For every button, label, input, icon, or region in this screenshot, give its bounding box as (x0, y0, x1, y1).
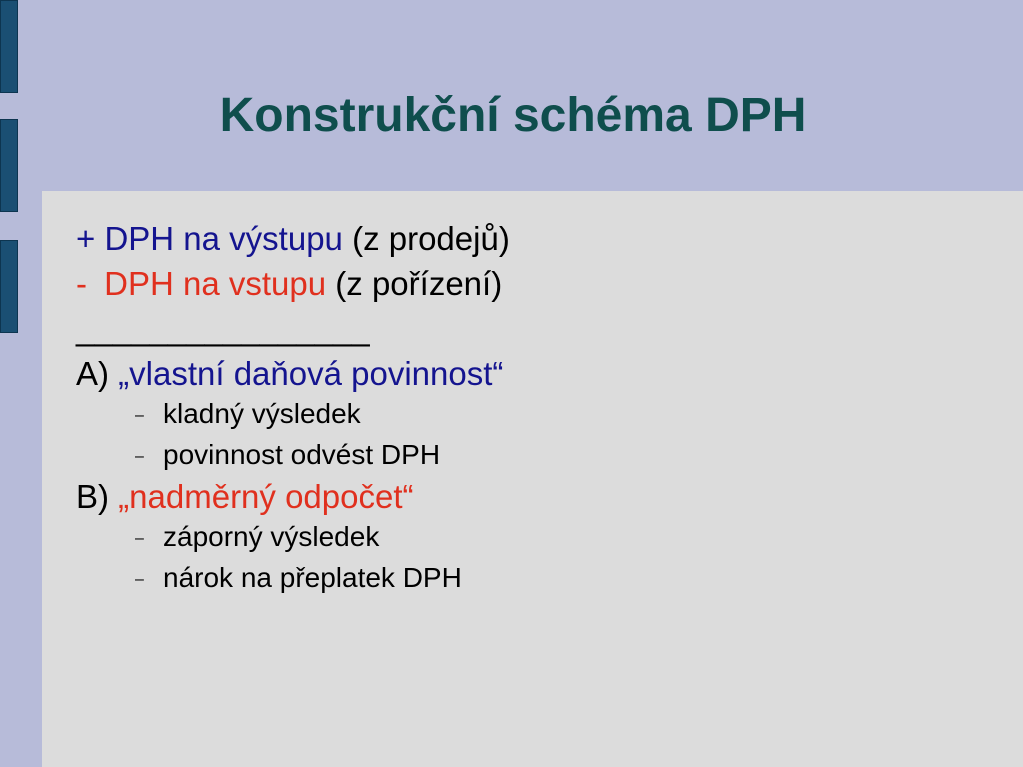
option-a-prefix: A) (76, 355, 109, 392)
sub-item-marker: – (135, 530, 144, 547)
side-bar-decoration (0, 0, 18, 93)
output-vat-term: DPH na výstupu (104, 220, 343, 257)
option-a-line (76, 355, 503, 393)
minus-sign: - (76, 265, 87, 302)
option-a-term: „vlastní daňová povinnost“ (118, 355, 504, 392)
output-vat-line (76, 220, 510, 258)
option-b-prefix: B) (76, 478, 109, 515)
plus-sign: + (76, 220, 96, 257)
sub-item-marker: – (135, 407, 144, 424)
sub-item-marker: – (135, 448, 144, 465)
slide-title: Konstrukční schéma DPH (219, 89, 807, 142)
sub-item-marker: – (135, 571, 144, 588)
input-vat-note: (z pořízení) (335, 265, 503, 302)
separator-line: ________________ (76, 310, 370, 347)
side-bar-decoration (0, 240, 18, 333)
output-vat-note: (z prodejů) (352, 220, 510, 257)
option-a-sub2: povinnost odvést DPH (163, 439, 441, 470)
option-b-sub2: nárok na přeplatek DPH (163, 562, 462, 593)
input-vat-line (76, 265, 502, 303)
input-vat-term: DPH na vstupu (104, 265, 327, 302)
option-a-sub1: kladný výsledek (163, 398, 361, 429)
option-b-term: „nadměrný odpočet“ (118, 478, 414, 515)
option-b-sub1: záporný výsledek (163, 521, 380, 552)
option-b-line (76, 478, 414, 516)
